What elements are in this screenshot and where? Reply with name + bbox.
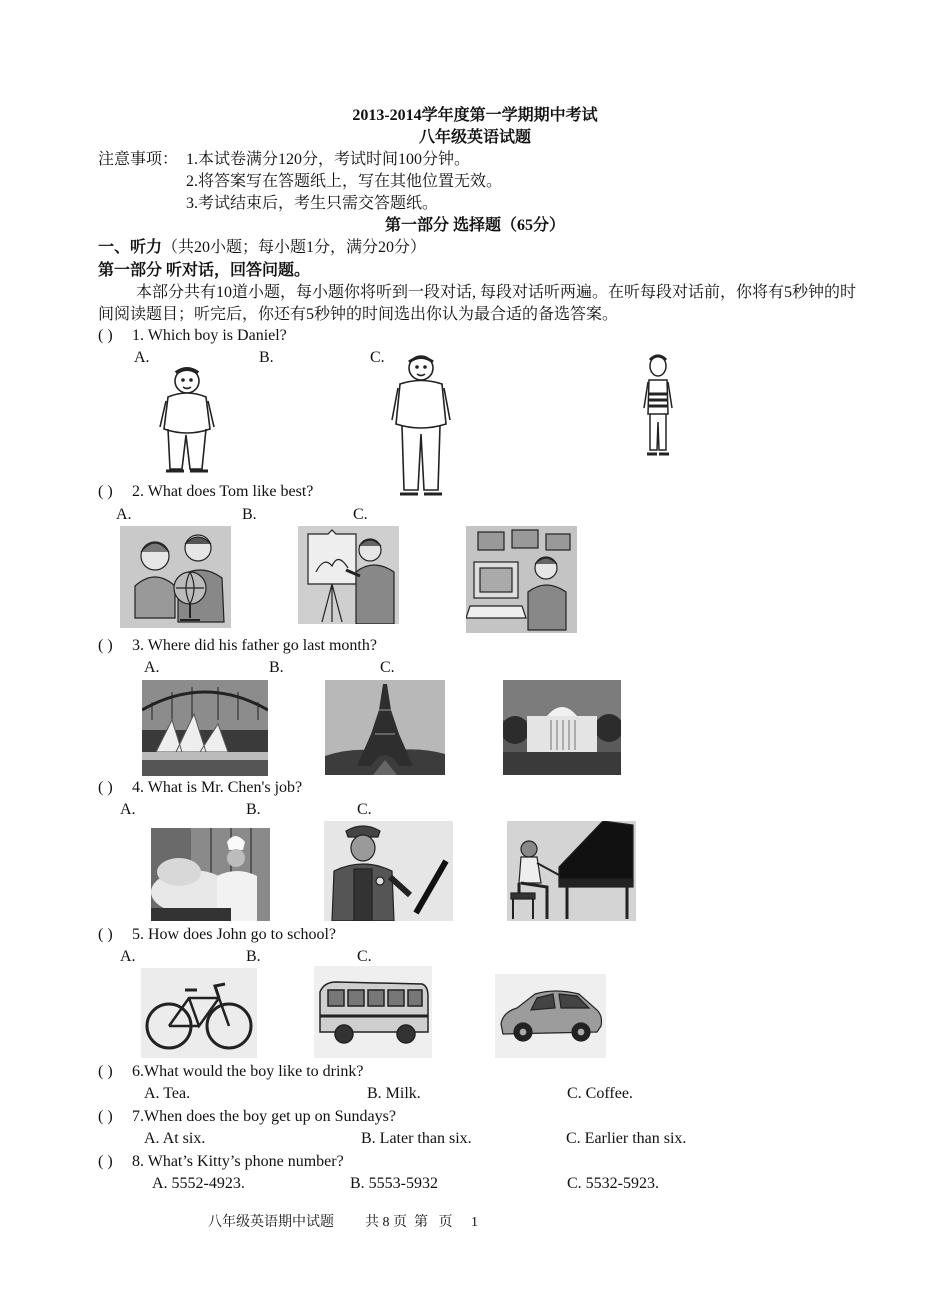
answer-paren: ( ) bbox=[98, 779, 113, 796]
exam-subtitle: 八年级英语试题 bbox=[418, 129, 531, 146]
question-7: 7.When does the boy get up on Sundays? bbox=[132, 1108, 396, 1125]
option-b: B. Later than six. bbox=[361, 1130, 472, 1147]
answer-paren: ( ) bbox=[98, 327, 113, 344]
answer-paren: ( ) bbox=[98, 926, 113, 943]
question-1: 1. Which boy is Daniel? bbox=[132, 327, 287, 344]
eiffel-tower-image bbox=[325, 680, 445, 775]
option-b: B. bbox=[242, 506, 257, 523]
part-title: 第一部分 选择题（65分） bbox=[384, 217, 565, 234]
notice-label: 注意事项： bbox=[98, 151, 179, 168]
students-globe-image bbox=[120, 526, 231, 628]
notice-item: 3.考试结束后，考生只需交答题纸。 bbox=[186, 195, 439, 212]
option-b: B. bbox=[246, 801, 261, 818]
option-a: A. Tea. bbox=[144, 1085, 191, 1102]
exam-title: 2013-2014学年度第一学期期中考试 bbox=[352, 107, 598, 124]
section-heading-rest: （共20小题；每小题1分，满分20分） bbox=[162, 239, 427, 256]
option-a: A. bbox=[120, 948, 136, 965]
boy-painting-image bbox=[298, 526, 399, 624]
question-5: 5. How does John go to school? bbox=[132, 926, 336, 943]
option-a: A. 5552-4923. bbox=[152, 1175, 245, 1192]
option-c: C. bbox=[353, 506, 368, 523]
option-b: B. Milk. bbox=[367, 1085, 421, 1102]
option-c: C. Earlier than six. bbox=[566, 1130, 687, 1147]
option-c: C. bbox=[370, 349, 385, 366]
option-b: B. bbox=[246, 948, 261, 965]
answer-paren: ( ) bbox=[98, 1153, 113, 1170]
instructions: 本部分共有10道小题，每小题你将听到一段对话, 每段对话听两遍。在听每段对话前，你将有5秒钟的时间阅读题目；听完后，你还有5秒钟的时间选出你认为最合适的备选答案。 bbox=[98, 284, 857, 323]
option-b: B. 5553-5932 bbox=[350, 1175, 438, 1192]
option-a: A. bbox=[144, 659, 160, 676]
pianist-image bbox=[507, 821, 636, 921]
sub-heading: 第一部分 听对话，回答问题。 bbox=[98, 262, 311, 279]
option-a: A. At six. bbox=[144, 1130, 206, 1147]
boy-computer-image bbox=[466, 526, 577, 633]
chef-cooking-image bbox=[151, 828, 270, 921]
option-c: C. bbox=[380, 659, 395, 676]
question-3: 3. Where did his father go last month? bbox=[132, 637, 377, 654]
bus-image bbox=[314, 966, 432, 1058]
option-a: A. bbox=[134, 349, 150, 366]
notice-item: 1.本试卷满分120分，考试时间100分钟。 bbox=[186, 151, 471, 168]
option-a: A. bbox=[120, 801, 136, 818]
thin-boy-image bbox=[640, 352, 676, 460]
option-b: B. bbox=[259, 349, 274, 366]
footer-pages: 共 8 页 第 页 bbox=[365, 1215, 453, 1230]
policeman-image bbox=[324, 821, 453, 921]
option-c: C. 5532-5923. bbox=[567, 1175, 659, 1192]
option-a: A. bbox=[116, 506, 132, 523]
option-b: B. bbox=[269, 659, 284, 676]
question-2: 2. What does Tom like best? bbox=[132, 483, 314, 500]
white-house-image bbox=[503, 680, 621, 775]
question-4: 4. What is Mr. Chen's job? bbox=[132, 779, 303, 796]
option-c: C. Coffee. bbox=[567, 1085, 633, 1102]
car-image bbox=[495, 974, 606, 1058]
sydney-opera-house-image bbox=[142, 680, 268, 776]
answer-paren: ( ) bbox=[98, 637, 113, 654]
option-c: C. bbox=[357, 801, 372, 818]
answer-paren: ( ) bbox=[98, 1063, 113, 1080]
section-heading bbox=[98, 238, 426, 258]
question-6: 6.What would the boy like to drink? bbox=[132, 1063, 364, 1080]
fat-boy-short-image bbox=[154, 363, 220, 477]
page-number: 1 bbox=[471, 1215, 478, 1230]
question-8: 8. What’s Kitty’s phone number? bbox=[132, 1153, 344, 1170]
answer-paren: ( ) bbox=[98, 1108, 113, 1125]
option-c: C. bbox=[357, 948, 372, 965]
answer-paren: ( ) bbox=[98, 483, 113, 500]
section-heading-bold: 一、听力 bbox=[98, 239, 163, 256]
footer-text: 八年级英语期中试题 bbox=[208, 1215, 334, 1230]
notice-item: 2.将答案写在答题纸上，写在其他位置无效。 bbox=[186, 173, 503, 190]
bicycle-image bbox=[141, 968, 257, 1058]
fat-boy-tall-image bbox=[388, 352, 454, 500]
